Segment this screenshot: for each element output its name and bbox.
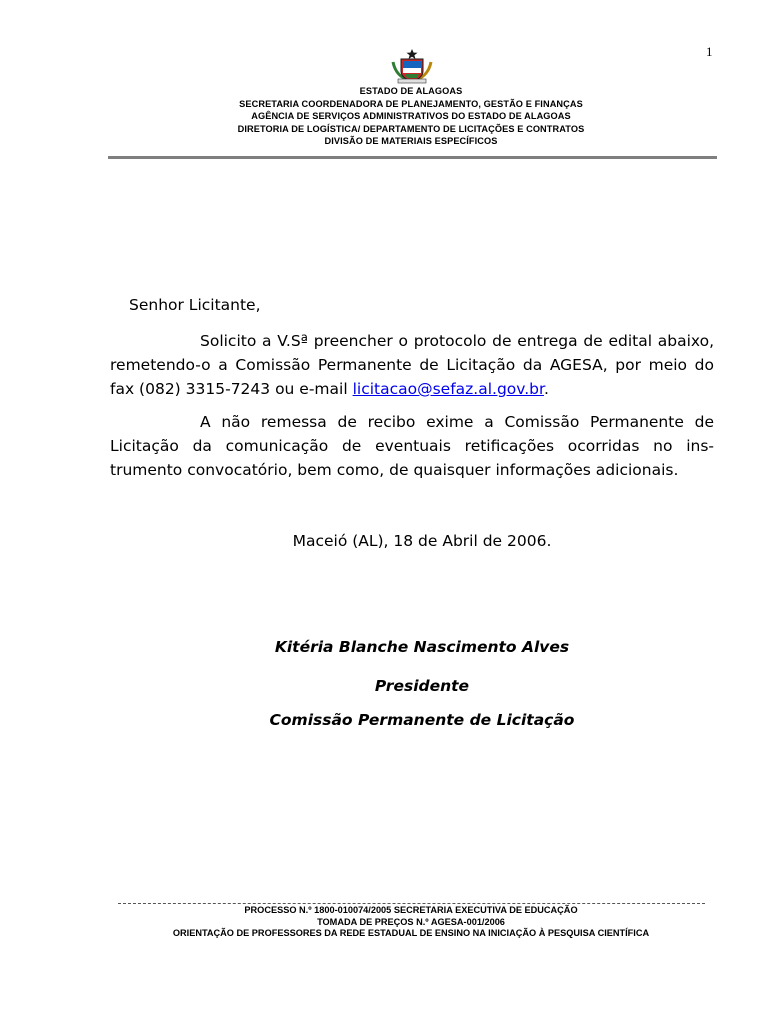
dateline: Maceió (AL), 18 de Abril de 2006. <box>292 532 552 550</box>
paragraph-request-end: . <box>543 380 549 398</box>
header-division: DIVISÃO DE MATERIAIS ESPECÍFICOS <box>324 136 498 147</box>
footer-divider <box>118 903 705 904</box>
header-secretariat: SECRETARIA COORDENADORA DE PLANEJAMENTO, GESTÃO E FINANÇAS <box>239 98 583 109</box>
header-divider <box>108 156 717 159</box>
letterhead <box>0 85 770 148</box>
email-link[interactable]: licitacao@sefaz.al.gov.br <box>352 380 544 398</box>
signatory-title: Presidente <box>374 677 470 695</box>
footer <box>0 905 770 940</box>
header-state: ESTADO DE ALAGOAS <box>359 86 463 96</box>
footer-tender: TOMADA DE PREÇOS N.º AGESA-001/2006 <box>317 916 505 927</box>
header-agency: AGÊNCIA DE SERVIÇOS ADMINISTRATIVOS DO ESTADO DE ALAGOAS <box>251 111 571 122</box>
signatory-department: Comissão Permanente de Licitação <box>269 711 575 729</box>
footer-process: PROCESSO N.º 1800-010074/2005 SECRETARIA EXECUTIVA DE EDUCAÇÃO <box>244 905 578 915</box>
page-number: 1 <box>706 44 713 59</box>
paragraph-request <box>110 329 714 401</box>
footer-description: ORIENTAÇÃO DE PROFESSORES DA REDE ESTADUAL DE ENSINO NA INICIAÇÃO À PESQUISA CIENTÍFICA <box>172 928 650 938</box>
coat-of-arms-icon <box>389 48 435 84</box>
header-directorate: DIRETORIA DE LOGÍSTICA/ DEPARTAMENTO DE LICITAÇÕES E CONTRATOS <box>237 123 585 134</box>
signatory-name: Kitéria Blanche Nascimento Alves <box>274 638 570 656</box>
paragraph-request-text: Solicito a V.Sª preencher o protocolo de entrega de edital abaixo, remetendo-o a Comissão Permanente de Licitação da AGESA, por meio do fax (082) 3315-7243 ou e-mail <box>110 332 714 398</box>
greeting: Senhor Licitante, <box>129 296 261 314</box>
paragraph-notice: A não remessa de recibo exime a Comissão Permanente de Licitação da comunicação de eventuais retificações ocorridas no ins-trumento convocatório, bem como, de quaisquer informações adicionais. <box>110 413 714 479</box>
